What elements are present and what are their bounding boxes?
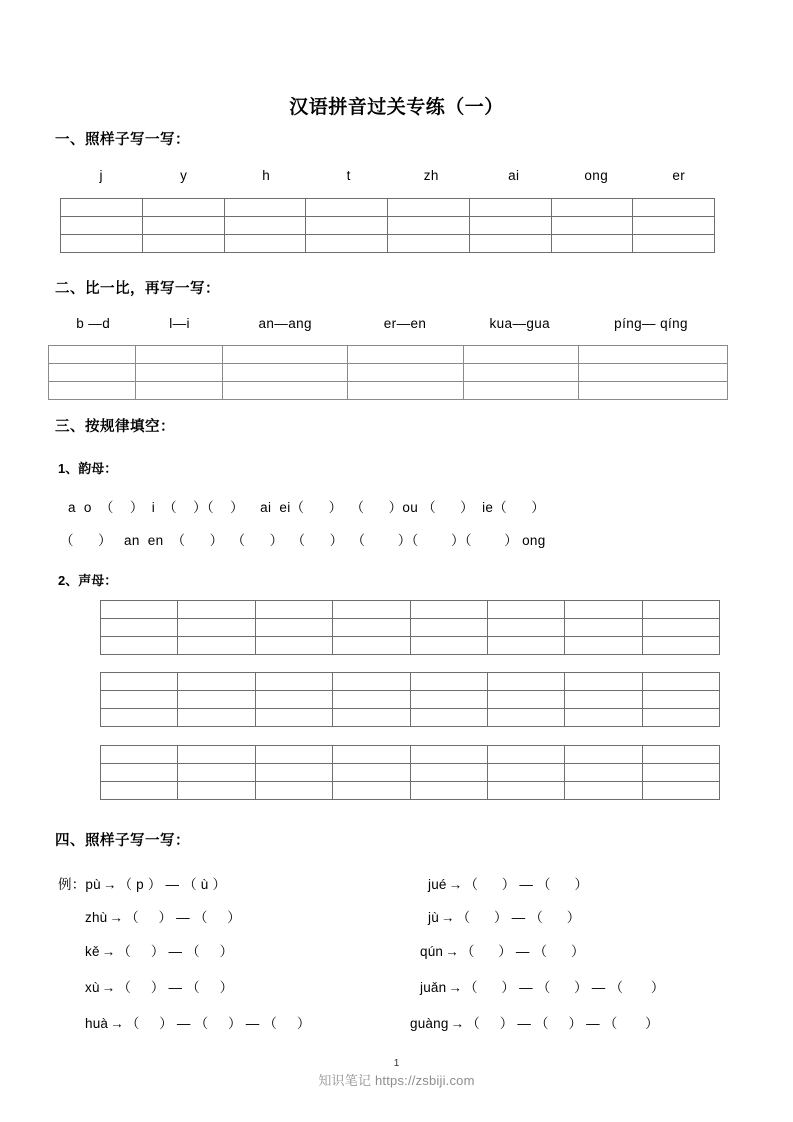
grid-cell[interactable] — [142, 235, 224, 253]
section-1-writing-grid[interactable] — [60, 198, 715, 253]
page-title: 汉语拼音过关专练（一） — [289, 97, 504, 118]
grid-cell[interactable] — [469, 217, 551, 235]
grid-cell[interactable] — [333, 782, 410, 800]
grid-cell[interactable] — [178, 782, 255, 800]
pinyin-label: ai — [508, 168, 520, 183]
pinyin-label: h — [262, 168, 271, 183]
grid-cell[interactable] — [178, 601, 255, 619]
grid-cell[interactable] — [255, 637, 332, 655]
separator-dash: — — [507, 910, 530, 925]
arrow-icon: → — [101, 980, 116, 995]
grid-cell[interactable] — [642, 601, 719, 619]
table-row[interactable] — [49, 364, 728, 382]
grid-cell[interactable] — [565, 673, 642, 691]
answer-blank[interactable]: （ ） — [529, 910, 581, 925]
grid-cell[interactable] — [551, 235, 633, 253]
pinyin-label: an—ang — [258, 316, 312, 331]
grid-cell[interactable] — [469, 199, 551, 217]
grid-cell[interactable] — [61, 235, 143, 253]
grid-cell[interactable] — [255, 746, 332, 764]
grid-cell[interactable] — [306, 235, 388, 253]
grid-cell[interactable] — [487, 709, 564, 727]
grid-cell[interactable] — [101, 709, 178, 727]
grid-cell[interactable] — [333, 673, 410, 691]
separator-dash: — — [513, 1016, 536, 1031]
grid-cell[interactable] — [565, 601, 642, 619]
grid-cell[interactable] — [642, 782, 719, 800]
grid-cell[interactable] — [410, 673, 487, 691]
table-row[interactable] — [101, 746, 720, 764]
grid-cell[interactable] — [487, 619, 564, 637]
grid-cell[interactable] — [579, 382, 728, 400]
grid-cell[interactable] — [551, 199, 633, 217]
table-row[interactable] — [49, 346, 728, 364]
grid-cell[interactable] — [178, 746, 255, 764]
exercise-row[interactable] — [420, 940, 585, 960]
grid-cell[interactable] — [410, 691, 487, 709]
answer-blank[interactable]: （ ） — [186, 944, 234, 959]
section-2-heading: 二、比一比，再写一写： — [55, 281, 220, 297]
answer-blank[interactable]: （ ） — [537, 877, 589, 892]
grid-cell[interactable] — [388, 217, 470, 235]
section-2-writing-grid[interactable] — [48, 345, 728, 400]
arrow-icon: → — [450, 1016, 465, 1031]
answer-blank[interactable]: （ ） — [263, 1016, 311, 1031]
section-3-subheading-finals: 1、韵母： — [58, 461, 118, 476]
grid-cell[interactable] — [565, 637, 642, 655]
grid-cell[interactable] — [565, 619, 642, 637]
grid-cell[interactable] — [565, 709, 642, 727]
separator-dash: — — [172, 910, 194, 925]
grid-cell[interactable] — [642, 709, 719, 727]
pinyin-syllable: guàng — [410, 1016, 449, 1031]
grid-cell[interactable] — [642, 619, 719, 637]
grid-cell[interactable] — [348, 346, 463, 364]
answer-blank[interactable]: （ ） — [125, 910, 173, 925]
pinyin-label: j — [99, 168, 103, 183]
section-3-subheading-initials: 2、声母： — [58, 573, 118, 588]
finals-pattern-line-1[interactable]: a o （ ） i （ ）（ ） ai ei（ ） （ ）ou （ ） ie（ ） — [68, 500, 546, 515]
answer-blank[interactable]: （ ） — [466, 1016, 514, 1031]
grid-cell[interactable] — [61, 199, 143, 217]
grid-cell[interactable] — [142, 199, 224, 217]
exercise-row[interactable] — [58, 873, 226, 893]
grid-cell[interactable] — [410, 746, 487, 764]
arrow-icon: → — [101, 944, 116, 959]
pinyin-syllable: pù — [85, 877, 101, 892]
separator-dash: — — [515, 877, 538, 892]
separator-dash: — — [161, 877, 184, 892]
pinyin-syllable: xù — [85, 980, 100, 995]
answer-blank[interactable]: （ ） — [193, 910, 241, 925]
table-row[interactable] — [101, 782, 720, 800]
finals-pattern-line-2[interactable]: （ ） an en （ ） （ ） （ ） （ ）（ ）（ ） ong — [60, 533, 546, 548]
arrow-icon: → — [109, 910, 124, 925]
answer-blank[interactable]: （ ù ） — [183, 877, 227, 892]
answer-blank[interactable]: （ ） — [464, 980, 516, 995]
section-4-heading: 四、照样子写一写： — [55, 833, 190, 849]
arrow-icon: → — [448, 980, 463, 995]
grid-cell[interactable] — [224, 199, 306, 217]
grid-cell[interactable] — [255, 619, 332, 637]
grid-cell[interactable] — [487, 601, 564, 619]
grid-cell[interactable] — [222, 382, 348, 400]
separator-dash: — — [164, 980, 187, 995]
grid-cell[interactable] — [333, 709, 410, 727]
grid-cell[interactable] — [348, 364, 463, 382]
grid-cell[interactable] — [101, 637, 178, 655]
table-row[interactable] — [101, 764, 720, 782]
grid-cell[interactable] — [487, 746, 564, 764]
grid-cell[interactable] — [551, 217, 633, 235]
pinyin-label: er — [672, 168, 686, 183]
grid-cell[interactable] — [633, 199, 715, 217]
pinyin-label: kua—gua — [489, 316, 551, 331]
grid-cell[interactable] — [410, 637, 487, 655]
grid-cell[interactable] — [222, 364, 348, 382]
table-row[interactable] — [101, 673, 720, 691]
grid-cell[interactable] — [101, 619, 178, 637]
table-row[interactable] — [101, 637, 720, 655]
grid-cell[interactable] — [142, 217, 224, 235]
grid-cell[interactable] — [333, 619, 410, 637]
section-3-heading: 三、按规律填空： — [55, 419, 175, 435]
grid-cell[interactable] — [565, 746, 642, 764]
grid-cell[interactable] — [410, 601, 487, 619]
grid-cell[interactable] — [49, 364, 136, 382]
grid-cell[interactable] — [178, 673, 255, 691]
grid-cell[interactable] — [224, 217, 306, 235]
answer-blank[interactable]: （ ） — [117, 944, 165, 959]
initials-writing-grid-1[interactable] — [100, 600, 720, 655]
answer-blank[interactable]: （ ） — [535, 1016, 583, 1031]
pinyin-syllable: jù — [428, 910, 439, 925]
exercise-row[interactable] — [428, 873, 588, 893]
grid-cell[interactable] — [487, 764, 564, 782]
pinyin-label: ong — [584, 168, 609, 183]
grid-cell[interactable] — [101, 691, 178, 709]
answer-blank[interactable]: （ p ） — [118, 877, 162, 892]
grid-cell[interactable] — [101, 601, 178, 619]
grid-cell[interactable] — [410, 619, 487, 637]
arrow-icon: → — [440, 910, 455, 925]
table-row[interactable] — [101, 691, 720, 709]
table-row[interactable] — [61, 199, 715, 217]
exercise-row[interactable] — [85, 1012, 311, 1032]
arrow-icon: → — [102, 877, 117, 892]
answer-blank[interactable]: （ ） — [533, 944, 585, 959]
answer-blank[interactable]: （ ） — [117, 980, 165, 995]
grid-cell[interactable] — [410, 709, 487, 727]
section-2-label-row — [50, 316, 725, 331]
grid-cell[interactable] — [61, 217, 143, 235]
grid-cell[interactable] — [463, 364, 578, 382]
grid-cell[interactable] — [348, 382, 463, 400]
arrow-icon: → — [445, 944, 459, 959]
answer-blank[interactable]: （ ） — [464, 877, 516, 892]
table-row[interactable] — [101, 619, 720, 637]
example-prefix: 例： — [58, 877, 86, 892]
table-row[interactable] — [61, 217, 715, 235]
grid-cell[interactable] — [642, 673, 719, 691]
grid-cell[interactable] — [306, 217, 388, 235]
grid-cell[interactable] — [178, 619, 255, 637]
pinyin-label: l—i — [169, 316, 190, 331]
grid-cell[interactable] — [487, 673, 564, 691]
grid-cell[interactable] — [178, 709, 255, 727]
grid-cell[interactable] — [333, 637, 410, 655]
exercise-row[interactable] — [420, 976, 665, 996]
grid-cell[interactable] — [101, 764, 178, 782]
grid-cell[interactable] — [255, 709, 332, 727]
grid-cell[interactable] — [255, 673, 332, 691]
grid-cell[interactable] — [306, 199, 388, 217]
answer-blank[interactable]: （ ） — [125, 1016, 173, 1031]
grid-cell[interactable] — [224, 235, 306, 253]
grid-cell[interactable] — [101, 746, 178, 764]
grid-cell[interactable] — [410, 782, 487, 800]
initials-writing-grid-3[interactable] — [100, 745, 720, 800]
grid-cell[interactable] — [463, 382, 578, 400]
answer-blank[interactable]: （ ） — [456, 910, 508, 925]
grid-cell[interactable] — [178, 637, 255, 655]
grid-cell[interactable] — [642, 746, 719, 764]
exercise-row[interactable] — [410, 1012, 659, 1032]
table-row[interactable] — [101, 601, 720, 619]
grid-cell[interactable] — [388, 199, 470, 217]
grid-cell[interactable] — [255, 601, 332, 619]
section-1-label-row — [60, 168, 720, 183]
separator-dash: — — [511, 944, 534, 959]
pinyin-syllable: huà — [85, 1016, 109, 1031]
grid-cell[interactable] — [255, 764, 332, 782]
pinyin-label: zh — [423, 168, 439, 183]
exercise-row[interactable] — [85, 906, 241, 926]
footer-watermark: 知识笔记 https://zsbiji.com — [318, 1073, 475, 1088]
grid-cell[interactable] — [135, 382, 222, 400]
separator-dash: — — [172, 1016, 195, 1031]
grid-cell[interactable] — [642, 764, 719, 782]
grid-cell[interactable] — [101, 782, 178, 800]
grid-cell[interactable] — [565, 691, 642, 709]
grid-cell[interactable] — [49, 382, 136, 400]
grid-cell[interactable] — [487, 782, 564, 800]
separator-dash: — — [515, 980, 537, 995]
arrow-icon: → — [448, 877, 463, 892]
grid-cell[interactable] — [410, 764, 487, 782]
grid-cell[interactable] — [49, 346, 136, 364]
table-row[interactable] — [101, 709, 720, 727]
grid-cell[interactable] — [565, 782, 642, 800]
grid-cell[interactable] — [388, 235, 470, 253]
section-1-heading: 一、照样子写一写： — [55, 132, 190, 148]
page-number: 1 — [393, 1058, 400, 1069]
pinyin-label: er—en — [383, 316, 427, 331]
grid-cell[interactable] — [487, 637, 564, 655]
pinyin-syllable: kě — [85, 944, 100, 959]
grid-cell[interactable] — [333, 764, 410, 782]
answer-blank[interactable]: （ ） — [186, 980, 234, 995]
grid-cell[interactable] — [255, 782, 332, 800]
pinyin-label: b —d — [76, 316, 111, 331]
pinyin-label: píng— qíng — [614, 316, 688, 331]
grid-cell[interactable] — [255, 691, 332, 709]
grid-cell[interactable] — [633, 235, 715, 253]
separator-dash: — — [587, 980, 610, 995]
grid-cell[interactable] — [333, 691, 410, 709]
table-row[interactable] — [49, 382, 728, 400]
pinyin-label: t — [346, 168, 351, 183]
grid-cell[interactable] — [579, 364, 728, 382]
answer-blank[interactable]: （ ） — [536, 980, 588, 995]
grid-cell[interactable] — [222, 346, 348, 364]
answer-blank[interactable]: （ ） — [194, 1016, 242, 1031]
grid-cell[interactable] — [642, 691, 719, 709]
grid-cell[interactable] — [101, 673, 178, 691]
exercise-row[interactable] — [85, 976, 233, 996]
grid-cell[interactable] — [178, 764, 255, 782]
pinyin-label: y — [180, 168, 188, 183]
grid-cell[interactable] — [463, 346, 578, 364]
separator-dash: — — [164, 944, 187, 959]
grid-cell[interactable] — [642, 637, 719, 655]
table-row[interactable] — [61, 235, 715, 253]
grid-cell[interactable] — [565, 764, 642, 782]
arrow-icon: → — [110, 1016, 124, 1031]
grid-cell[interactable] — [333, 601, 410, 619]
answer-blank[interactable]: （ ） — [603, 1016, 659, 1031]
initials-writing-grid-2[interactable] — [100, 672, 720, 727]
answer-blank[interactable]: （ ） — [609, 980, 665, 995]
answer-blank[interactable]: （ ） — [460, 944, 512, 959]
separator-dash: — — [241, 1016, 264, 1031]
separator-dash: — — [582, 1016, 604, 1031]
exercise-row[interactable] — [85, 940, 233, 960]
pinyin-syllable: qún — [420, 944, 444, 959]
pinyin-syllable: juǎn — [420, 980, 447, 995]
grid-cell[interactable] — [135, 364, 222, 382]
grid-cell[interactable] — [135, 346, 222, 364]
pinyin-syllable: jué — [428, 877, 447, 892]
grid-cell[interactable] — [333, 746, 410, 764]
grid-cell[interactable] — [469, 235, 551, 253]
grid-cell[interactable] — [178, 691, 255, 709]
exercise-row[interactable] — [428, 906, 580, 926]
grid-cell[interactable] — [633, 217, 715, 235]
grid-cell[interactable] — [487, 691, 564, 709]
pinyin-syllable: zhù — [85, 910, 108, 925]
grid-cell[interactable] — [579, 346, 728, 364]
